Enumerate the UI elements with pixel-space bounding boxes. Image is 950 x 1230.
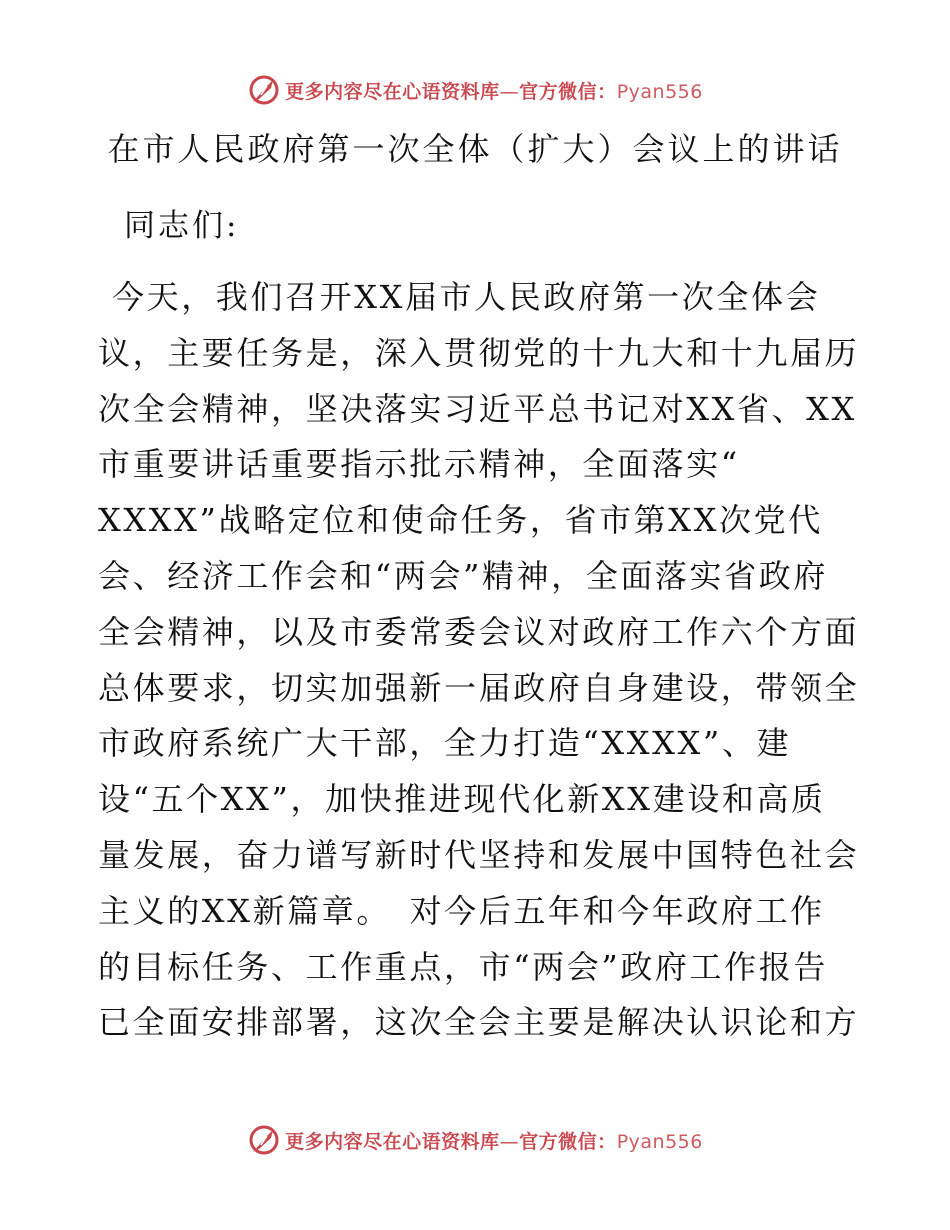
document-title: 在市人民政府第一次全体（扩大）会议上的讲话 [107,130,843,168]
banner-text [285,1127,703,1154]
body-line: 设“五个XX”，加快推进现代化新XX建设和高质 [98,780,826,819]
body-line: 主义的XX新篇章。 对今后五年和今年政府工作 [98,891,825,930]
body-line: 总体要求，切实加强新一届政府自身建设，带领全 [98,668,860,707]
quill-circle-logo-icon [247,1123,281,1157]
body-line: 全会精神，以及市委常委会议对政府工作六个方面 [98,612,860,651]
footer-watermark-banner [0,1120,950,1160]
quill-circle-logo-icon [247,73,281,107]
banner-wechat-label: 官方微信： [519,1130,617,1153]
banner-wechat-label: 官方微信： [519,80,617,103]
banner-site-name: 更多内容尽在心语资料库 [285,80,500,103]
banner-dash: — [499,80,520,103]
body-line: 的目标任务、工作重点，市“两会”政府工作报告 [98,947,828,986]
body-line: XXXX”战略定位和使命任务，省市第XX次党代 [98,501,823,540]
body-line: 议，主要任务是，深入贯彻党的十九大和十九届历 [98,333,860,372]
body-paragraph [98,270,858,1051]
banner-text [285,77,703,104]
body-line: 已全面安排部署，这次全会主要是解决认识论和方 [98,1003,860,1042]
body-line: 量发展，奋力谱写新时代坚持和发展中国特色社会 [98,835,860,874]
banner-wechat-account: Pyan556 [616,1130,703,1153]
banner-wechat-account: Pyan556 [616,80,703,103]
body-line: 市重要讲话重要指示批示精神，全面落实“ [98,445,740,484]
banner-dash: — [499,1130,520,1153]
salutation: 同志们: [124,208,240,244]
body-line: 市政府系统广大干部，全力打造“XXXX”、建 [98,724,792,763]
banner-site-name: 更多内容尽在心语资料库 [285,1130,500,1153]
body-line: 今天，我们召开XX届市人民政府第一次全体会 [112,278,821,316]
body-line: 会、经济工作会和“两会”精神，全面落实省政府 [98,556,828,595]
body-line: 次全会精神，坚决落实习近平总书记对XX省、XX [98,389,857,428]
header-watermark-banner [0,70,950,110]
